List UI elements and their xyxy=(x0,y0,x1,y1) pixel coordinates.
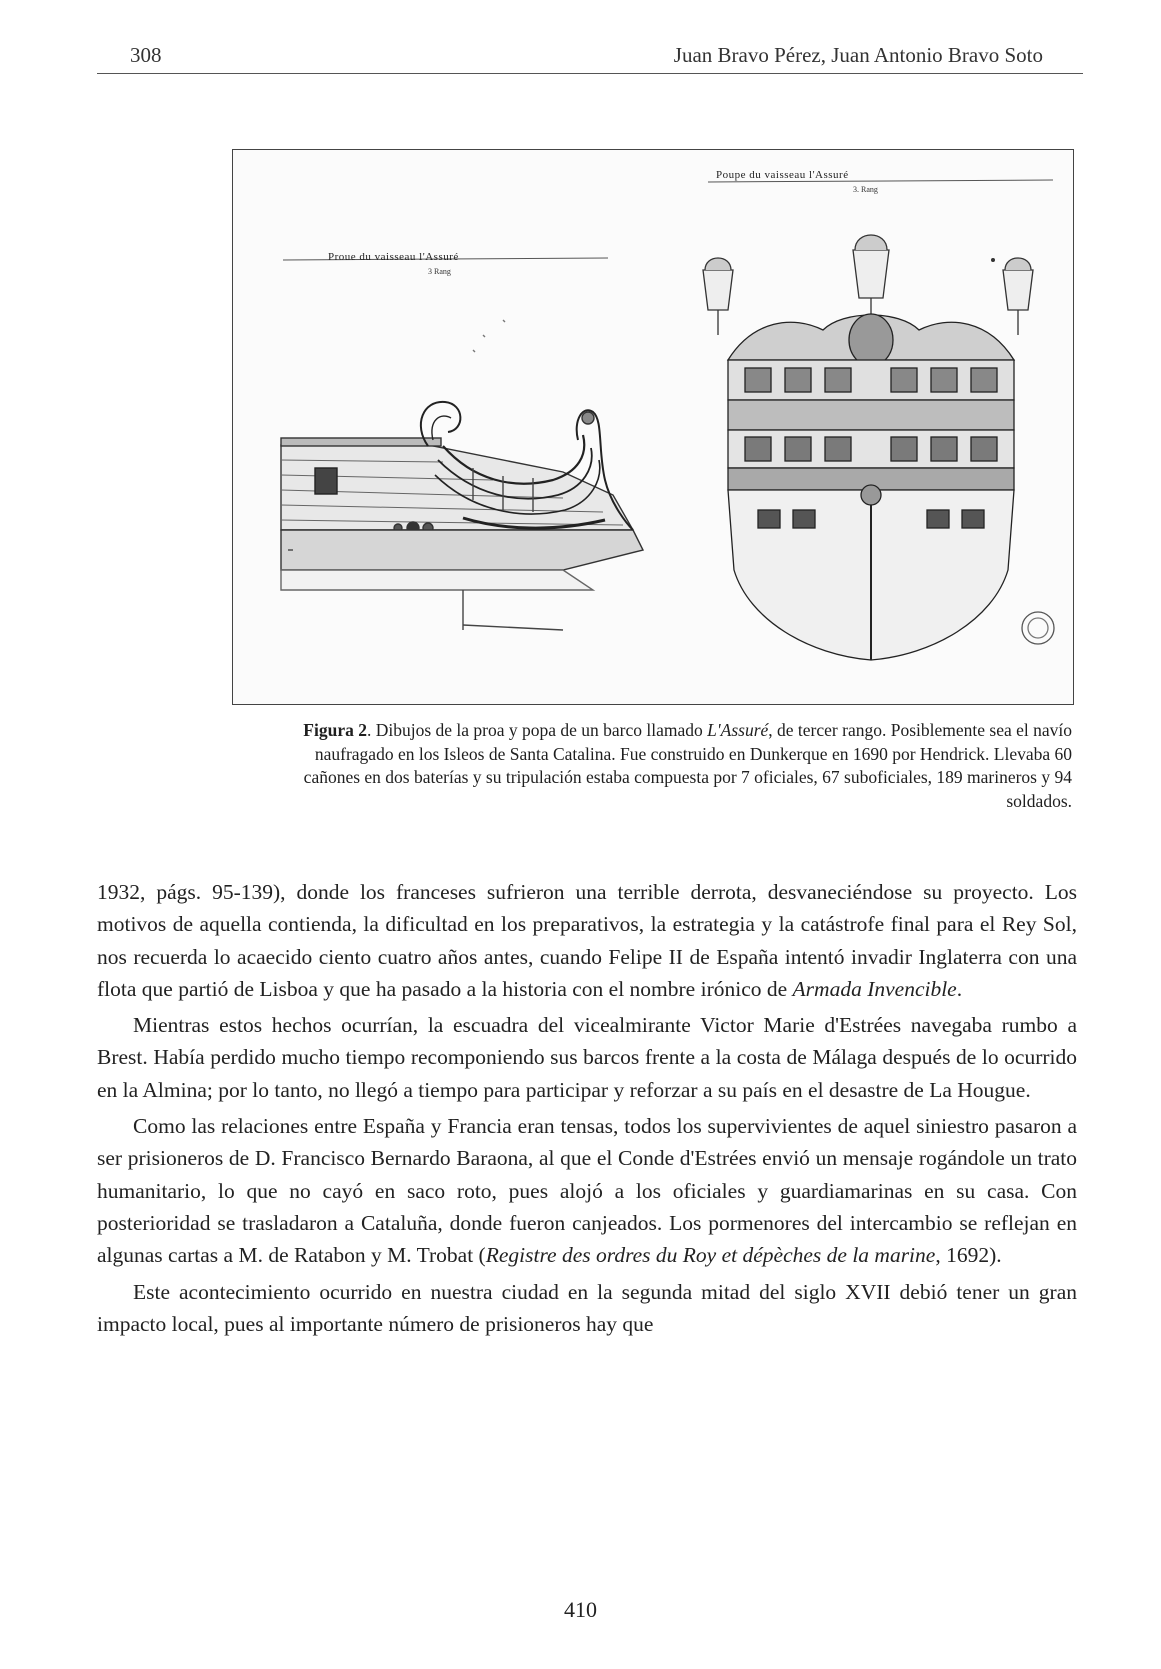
ship-drawings xyxy=(233,150,1075,706)
lantern-center xyxy=(853,235,889,325)
bow-plate-rank: 3 Rang xyxy=(428,267,451,276)
running-head: Juan Bravo Pérez, Juan Antonio Bravo Soto xyxy=(673,43,1043,67)
body-text xyxy=(97,876,1077,1340)
lantern-left xyxy=(703,258,733,335)
paragraph-2: Mientras estos hechos ocurrían, la escuadra del vicealmirante Victor Marie d'Estrées navegaba rumbo a Brest. Había perdido mucho tiempo recomponiendo sus barcos frente a la costa de Málaga después de lo ocurrido en la Almina; por lo tanto, no llegó a tiempo para participar y reforzar a su país en el desastre de La Hougue. xyxy=(97,1013,1077,1102)
paragraph-1 xyxy=(97,876,1077,1005)
stern-plate-title: Poupe du vaisseau l'Assuré xyxy=(716,169,849,181)
figure-caption xyxy=(272,719,1072,813)
stern-plate-rank: 3. Rang xyxy=(853,185,878,194)
caption-text-2: , de tercer rango. Posiblemente sea el navío naufragado en los Isleos de Santa Catalina. Fue construido en Dunkerque en 1690 por Hendrick. Llevaba 60 cañones en dos baterías y su tripulación estaba compuesta por 7 oficiales, 67 suboficiales, 189 marineros y 94 soldados. xyxy=(303,720,1072,811)
paragraph-3-end: , 1692). xyxy=(935,1243,1002,1268)
header-rule xyxy=(97,73,1083,74)
paragraph-1-text: 1932, págs. 95-139), donde los franceses sufrieron una terrible derrota, desvaneciéndose su proyecto. Los motivos de aquella contienda, la dificultad en los preparativos, la estrategia y la catástrofe final para el Rey Sol, nos recuerda lo acaecido ciento cuatro años antes, cuando Felipe II de España intentó invadir Inglaterra con una flota que partió de Lisboa y que ha pasado a la historia con el nombre irónico de xyxy=(97,880,1077,1001)
lantern-right xyxy=(1003,258,1033,335)
paragraph-3-text: Como las relaciones entre España y Francia eran tensas, todos los supervivientes de aquel siniestro pasaron a ser prisioneros de D. Francisco Bernardo Baraona, al que el Conde d'Estrées envió un mensaje rogándole un trato humanitario, lo que no cayó en saco roto, pues alojó a los oficiales y guardiamarinas en su casa. Con posterioridad se trasladaron a Cataluña, donde fueron canjeados. Los pormenores del intercambio se reflejan en algunas cartas a M. de Ratabon y M. Trobat ( xyxy=(97,1114,1077,1268)
caption-label: Figura 2 xyxy=(303,720,367,740)
bow-plate-title: Proue du vaisseau l'Assuré xyxy=(328,251,459,263)
paragraph-3 xyxy=(97,1110,1077,1271)
caption-text-1: . Dibujos de la proa y popa de un barco llamado xyxy=(366,720,708,740)
page-number-top: 308 xyxy=(130,43,162,67)
figure-frame xyxy=(232,149,1074,705)
stern-drawing xyxy=(703,180,1054,660)
paragraph-3-italic: Registre des ordres du Roy et dépèches de la marine xyxy=(485,1243,936,1268)
paragraph-1-italic: Armada Invencible xyxy=(792,976,957,1001)
bow-drawing xyxy=(281,258,643,630)
page-number-bottom: 410 xyxy=(564,1597,597,1622)
caption-ship-name: L'Assuré xyxy=(707,720,769,740)
paragraph-1-end: . xyxy=(956,976,963,1001)
paragraph-4: Este acontecimiento ocurrido en nuestra ciudad en la segunda mitad del siglo XVII debió tener un gran impacto local, pues al importante número de prisioneros hay que xyxy=(97,1279,1077,1336)
